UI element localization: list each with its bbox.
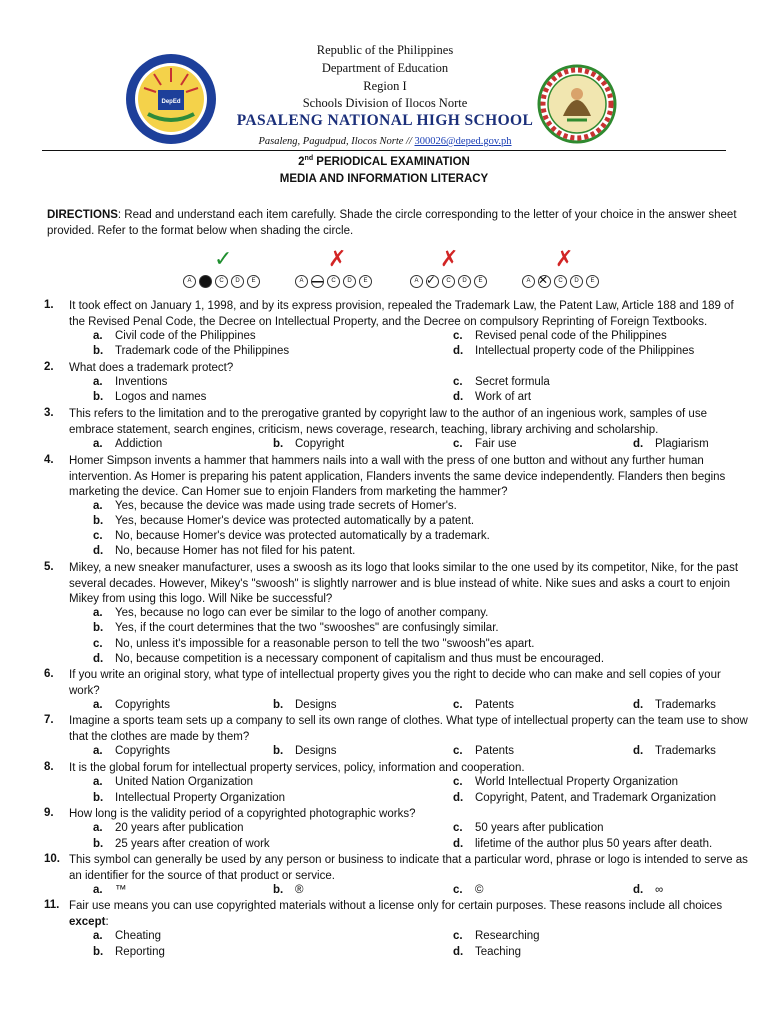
choice-c: c. Secret formula — [453, 376, 550, 388]
choice-b: b. Intellectual Property Organization — [93, 792, 286, 804]
bubble: A — [410, 275, 423, 288]
choice-a: a. 20 years after publication — [93, 822, 244, 834]
school-address — [225, 133, 545, 150]
choice-a: a. Copyrights — [93, 745, 170, 757]
choice-d: d. Plagiarism — [633, 438, 709, 450]
choice-d: d. lifetime of the author plus 50 years after death. — [453, 838, 713, 850]
choice-c: c. Revised penal code of the Philippines — [453, 330, 667, 342]
choice-a: a. Addiction — [93, 438, 163, 450]
directions-text: : Read and understand each item carefully. Shade the circle corresponding to the letter of your choice in the answer sheet provided. Refer to the format below when shading the circle. — [47, 209, 737, 237]
bubble-slashed — [311, 275, 324, 288]
header-line-republic: Republic of the Philippines — [316, 43, 454, 57]
bubble: C — [442, 275, 455, 288]
sample-bubbles-slashed — [295, 275, 372, 289]
letterhead — [0, 0, 768, 150]
header-line-department: Department of Education — [321, 61, 449, 75]
question-number: 7. — [44, 714, 54, 726]
question-number: 10. — [44, 853, 60, 865]
exam-number-suffix: nd — [304, 155, 314, 162]
choice-c: c. Patents — [453, 699, 514, 711]
choice-a: a. Yes, because no logo can ever be similar to the logo of another company. — [93, 607, 489, 619]
question-stem: Imagine a sports team sets up a company to sell its own range of clothes. What type of intellectual property can the team use to show that the clothes are made by them? — [69, 715, 748, 743]
choice-c: c. 50 years after publication — [453, 822, 604, 834]
wrong-x-icon: ✗ — [555, 246, 574, 271]
choice-c: c. World Intellectual Property Organization — [453, 776, 679, 788]
question-stem-emphasis: except — [69, 915, 106, 928]
wrong-x-icon: ✗ — [440, 246, 459, 271]
sample-bubbles-crossed — [522, 275, 599, 289]
bubble: D — [570, 275, 583, 288]
question-stem: Mikey, a new sneaker manufacturer, uses a swoosh as its logo that looks similar to the one used by its competitor, Nike, for the past several decades. However, Mikey's "swoosh" is slightly narrower and is blue instead of white. Nike sues and asks a court to enjoin Mikey from using this logo. Will Nike be successful? — [69, 562, 739, 605]
question-stem: If you write an original story, what type of intellectual property gives you the right to decide who can make and sell copies of your work? — [69, 669, 721, 697]
bubble: A — [522, 275, 535, 288]
choice-b: b. Logos and names — [93, 391, 207, 403]
exam-title-text: PERIODICAL EXAMINATION — [313, 155, 470, 168]
header-line-division: Schools Division of Ilocos Norte — [302, 96, 468, 110]
choice-a: a. ™ — [93, 884, 127, 896]
header-line-region: Region I — [363, 79, 407, 93]
choice-d: d. Trademarks — [633, 699, 716, 711]
choice-b: b. Designs — [273, 699, 337, 711]
choice-b: b. 25 years after creation of work — [93, 838, 270, 850]
bubble: A — [183, 275, 196, 288]
address-text: Pasaleng, Pagudpud, Ilocos Norte // — [258, 136, 412, 147]
question-number: 2. — [44, 361, 54, 373]
bubble: A — [295, 275, 308, 288]
question-stem — [69, 899, 749, 930]
bubble: D — [343, 275, 356, 288]
bubble-crossed: ✕ — [538, 275, 551, 288]
bubble: E — [359, 275, 372, 288]
question-number: 6. — [44, 668, 54, 680]
wrong-x-icon: ✗ — [328, 246, 347, 271]
bubble: D — [231, 275, 244, 288]
choice-c: c. Patents — [453, 745, 514, 757]
directions-label: DIRECTIONS — [47, 209, 118, 221]
choice-d: d. Intellectual property code of the Philippines — [453, 345, 695, 357]
bubble-filled: B — [199, 275, 212, 288]
bubble: C — [327, 275, 340, 288]
bubble: E — [586, 275, 599, 288]
question-stem: Homer Simpson invents a hammer that hammers nails into a wall with the press of one button and without any further human intervention. As Homer is preparing his patent application, Flanders invents the same device independently. Flanders then begins marketing the device. Can Homer sue to enjoin Flanders from marketing the hammer? — [69, 455, 726, 498]
question-stem: What does a trademark protect? — [69, 362, 234, 374]
bubble: C — [554, 275, 567, 288]
question-number: 11. — [44, 899, 60, 911]
shading-samples — [0, 246, 768, 292]
choice-d: d. Copyright, Patent, and Trademark Organization — [453, 792, 716, 804]
question-number: 3. — [44, 407, 54, 419]
sample-bubbles-checked — [410, 275, 487, 289]
choice-b: b. Trademark code of the Philippines — [93, 345, 290, 357]
question-number: 9. — [44, 807, 54, 819]
header-divider — [42, 150, 726, 151]
choice-d: d. Work of art — [453, 391, 532, 403]
choice-d: d. No, because competition is a necessary component of capitalism and thus must be encouraged. — [93, 653, 605, 665]
choice-b: b. Yes, because Homer's device was protected automatically by a patent. — [93, 515, 475, 527]
choice-a: a. Civil code of the Philippines — [93, 330, 256, 342]
choice-b: b. Yes, if the court determines that the two "swooshes" are confusingly similar. — [93, 622, 499, 634]
sample-bubbles-correct — [183, 275, 260, 289]
choice-d: d. Trademarks — [633, 745, 716, 757]
subject-title: MEDIA AND INFORMATION LITERACY — [279, 173, 489, 185]
question-stem-text: Fair use means you can use copyrighted materials without a license only for certain purposes. These reasons include all choices — [69, 900, 723, 912]
question-stem: It took effect on January 1, 1998, and by its express provision, repealed the Trademark Law, the Patent Law, Article 188 and 189 of the Revised Penal Code, the Decree on Intellectual Property, and the Decree on compulsory Reprinting of Foreign Textbooks. — [69, 300, 734, 328]
choice-b: b. Designs — [273, 745, 337, 757]
question-number: 4. — [44, 454, 54, 466]
school-name: PASALENG NATIONAL HIGH SCHOOL — [236, 112, 534, 129]
bubble: E — [247, 275, 260, 288]
email-link[interactable]: 300026@deped.gov.ph — [414, 136, 512, 147]
bubble-checked: ✓ — [426, 275, 439, 288]
directions-paragraph — [47, 207, 737, 239]
svg-text:DepEd: DepEd — [161, 99, 181, 105]
choice-d: d. ∞ — [633, 884, 664, 896]
choice-b: b. Copyright — [273, 438, 345, 450]
bubble: E — [474, 275, 487, 288]
bubble: D — [458, 275, 471, 288]
choice-c: c. No, unless it's impossible for a reasonable person to tell the two "swoosh"es apart. — [93, 638, 535, 650]
question-stem: How long is the validity period of a copyrighted photographic works? — [69, 808, 416, 820]
choice-c: c. Researching — [453, 930, 540, 942]
question-number: 8. — [44, 761, 54, 773]
choice-b: b. ® — [273, 884, 304, 896]
choice-a: a. United Nation Organization — [93, 776, 254, 788]
choice-a: a. Copyrights — [93, 699, 170, 711]
choice-a: a. Cheating — [93, 930, 162, 942]
question-stem: This symbol can generally be used by any person or business to indicate that a particular word, phrase or logo is intended to serve as an identifier for the source of that product or service. — [69, 854, 748, 882]
choice-d: d. No, because Homer has not filed for his patent. — [93, 545, 356, 557]
choice-d: d. Teaching — [453, 946, 522, 958]
school-seal-logo — [124, 52, 218, 146]
exam-title — [0, 155, 768, 168]
choice-c: c. © — [453, 884, 484, 896]
question-stem: This refers to the limitation and to the prerogative granted by copyright law to the author of an ingenious work, samples of use embrace statement, search engines, criticism, news coverage, research, teaching, library archiving and scholarship. — [69, 408, 707, 436]
choice-c: c. No, because Homer's device was protected automatically by a trademark. — [93, 530, 490, 542]
choice-b: b. Reporting — [93, 946, 165, 958]
question-number: 1. — [44, 299, 54, 311]
question-stem-end: : — [105, 915, 109, 928]
correct-check-icon: ✓ — [214, 246, 233, 271]
exam-number: 2 — [298, 155, 305, 168]
bubble: C — [215, 275, 228, 288]
deped-division-seal-logo — [537, 64, 617, 144]
question-number: 5. — [44, 561, 54, 573]
choice-a: a. Yes, because the device was made using trade secrets of Homer's. — [93, 500, 457, 512]
choice-c: c. Fair use — [453, 438, 517, 450]
question-stem: It is the global forum for intellectual property services, policy, information and cooperation. — [69, 762, 525, 774]
choice-a: a. Inventions — [93, 376, 168, 388]
